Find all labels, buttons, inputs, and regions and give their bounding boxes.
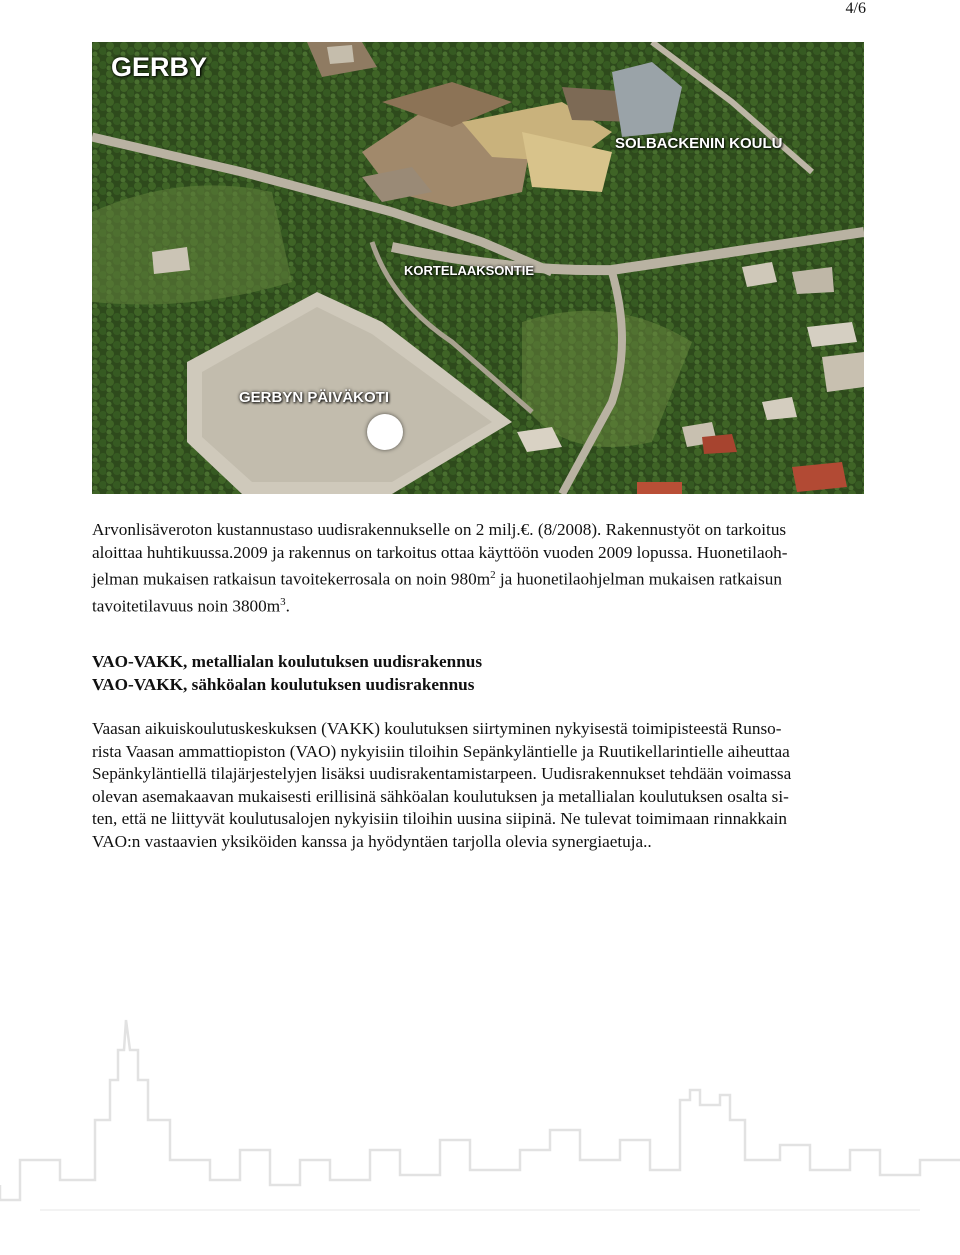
text-line: Arvonlisäveroton kustannustaso uudisrakennukselle on 2 milj.€. (8/2008). Rakennustyöt on tarkoitus <box>92 520 787 539</box>
photo-label-daycare: GERBYN PÄIVÄKOTI <box>239 389 390 406</box>
photo-label-school: SOLBACKENIN KOULU <box>615 135 783 152</box>
section-heading: VAO-VAKK, sähköalan koulutuksen uudisrakennus <box>92 674 475 694</box>
section-heading: VAO-VAKK, metallialan koulutuksen uudisrakennus <box>92 652 483 671</box>
text-line: rista Vaasan ammattiopiston (VAO) nykyisiin tiloihin Sepänkyläntielle ja Ruutikellarintielle aiheuttaa <box>92 741 790 761</box>
text-line <box>92 591 892 618</box>
body-paragraph <box>92 718 892 853</box>
superscript: 3 <box>280 596 286 609</box>
text-span: tavoitetilavuus noin 3800m <box>92 596 281 616</box>
text-span: ja huonetilaohjelman mukaisen ratkaisun <box>495 569 782 589</box>
text-span: . <box>285 596 290 616</box>
text-line <box>92 564 892 591</box>
text-line: olevan asemakaavan mukaisesti erillisinä sähköalan koulutuksen ja metallialan koulutuksen osalta si- <box>92 786 789 806</box>
text-line: VAO:n vastaavien yksiköiden kanssa ja hyödyntäen tarjolla olevia synergiaetuja.. <box>92 831 652 851</box>
text-line: ten, että ne liittyvät koulutusalojen nykyisiin tiloihin uusina siipinä. Ne tulevat toimimaan rinnakkain <box>92 809 788 828</box>
superscript: 2 <box>490 569 496 581</box>
text-line: aloittaa huhtikuussa.2009 ja rakennus on tarkoitus ottaa käyttöön vuoden 2009 lopussa. Huonetilaoh- <box>92 542 788 562</box>
text-line: Vaasan aikuiskoulutuskeskuksen (VAKK) koulutuksen siirtyminen nykyisestä toimipisteestä Runso- <box>92 719 782 738</box>
location-marker <box>367 414 403 450</box>
photo-title: GERBY <box>111 52 208 82</box>
cost-paragraph <box>92 519 892 618</box>
text-line: Sepänkyläntiellä tilajärjestelyjen lisäksi uudisrakentamistarpeen. Uudisrakennukset tehdään voimassa <box>92 764 792 783</box>
page-number: 4/6 <box>845 0 866 17</box>
section-headings <box>92 651 482 696</box>
text-span: jelman mukaisen ratkaisun tavoitekerrosala on noin 980m <box>92 569 491 589</box>
aerial-photo <box>92 42 864 494</box>
city-skyline-watermark <box>0 1010 960 1255</box>
photo-label-road: KORTELAAKSONTIE <box>404 263 534 278</box>
